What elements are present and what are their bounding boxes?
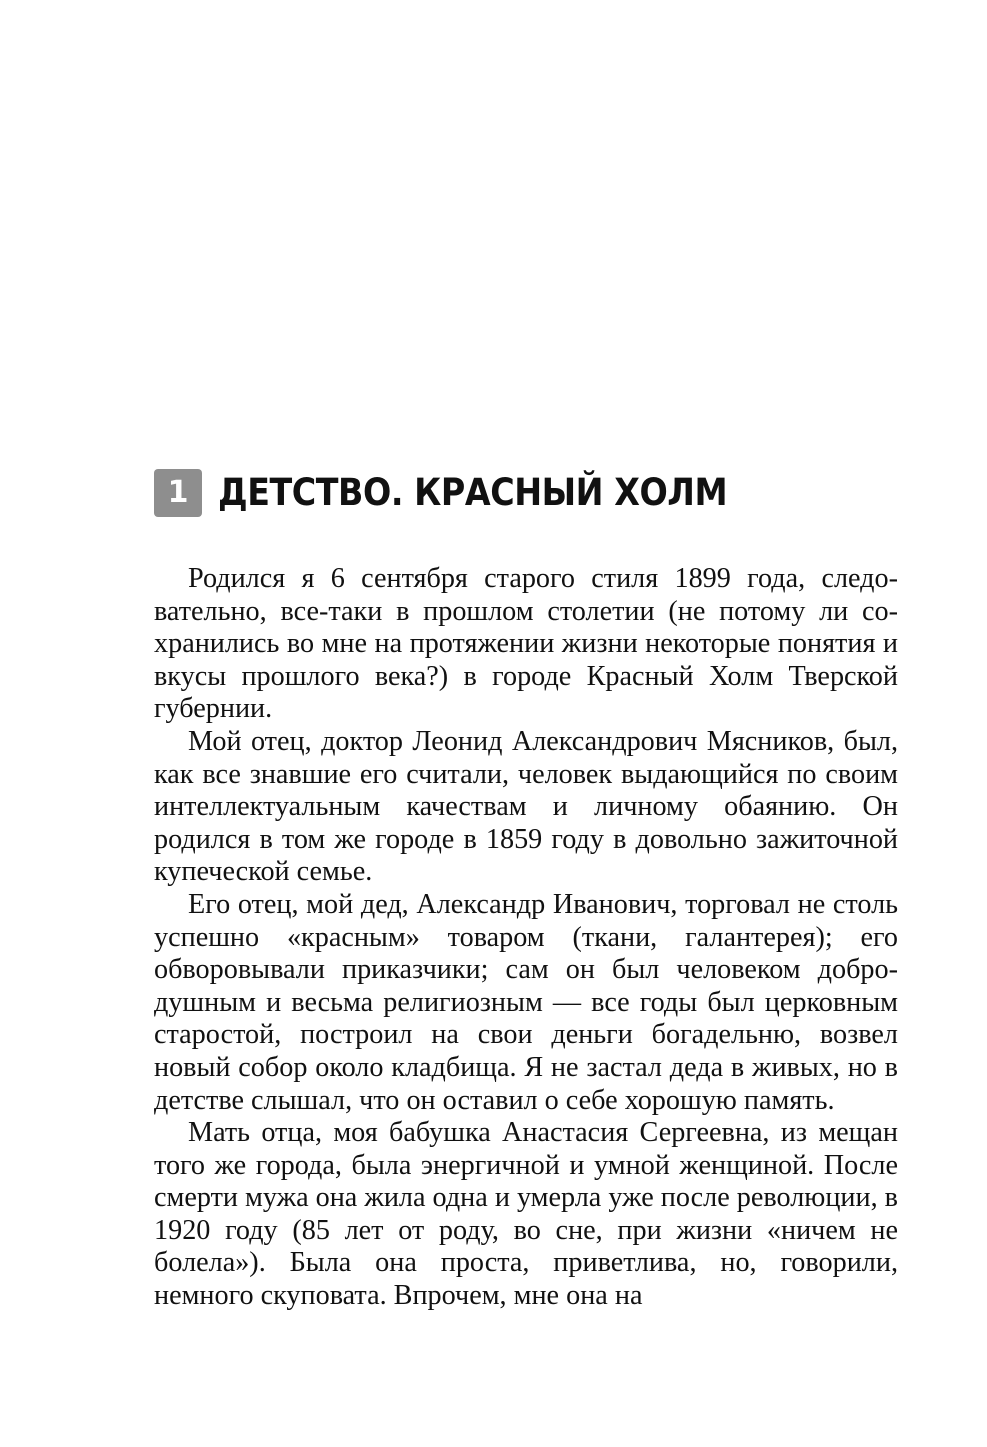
- paragraph-grandmother: Мать отца, моя бабушка Анастасия Сергеевна, из мещан того же города, была энергичной и умной женщиной. После смерти мужа она жила одна и умерла уже после революции, в 1920 году (85 лет от роду, во сне, при жизни «ничем не болела»). Была она проста, приветлива, но, говорили, немного скуповата. Впрочем, мне она на: [154, 1117, 898, 1312]
- paragraph-father: Мой отец, доктор Леонид Александрович Мясников, был, как все знавшие его считали, человек выдающийся по своим интеллектуальным качествам и личному обаянию. Он родился в том же городе в 1859 году в довольно зажиточной купеческой семье.: [154, 725, 898, 888]
- chapter-number-badge: 1: [154, 469, 202, 517]
- paragraph-birth: Родился я 6 сентября старого стиля 1899 года, следовательно, все-таки в прошлом столетии (не потому ли сохранились во мне на протяжении жизни некоторые понятия и вкусы прошлого века?) в городе Красный Холм Тверской губернии.: [154, 563, 898, 725]
- chapter-heading: [154, 468, 784, 518]
- paragraph-grandfather: Его отец, мой дед, Александр Иванович, торговал не столь успешно «красным» товаром (ткани, галантерея); его обворовывали приказчики; сам он был человеком добродушным и весьма религиозным — все годы был церковным старостой, построил на свои деньги богадельню, возвел новый собор около кладбища. Я не застал деда в живых, но в детстве слышал, что он оставил о себе хорошую память.: [154, 888, 898, 1116]
- chapter-title: ДЕТСТВО. КРАСНЫЙ ХОЛМ: [218, 471, 728, 514]
- body-text: [154, 563, 898, 1313]
